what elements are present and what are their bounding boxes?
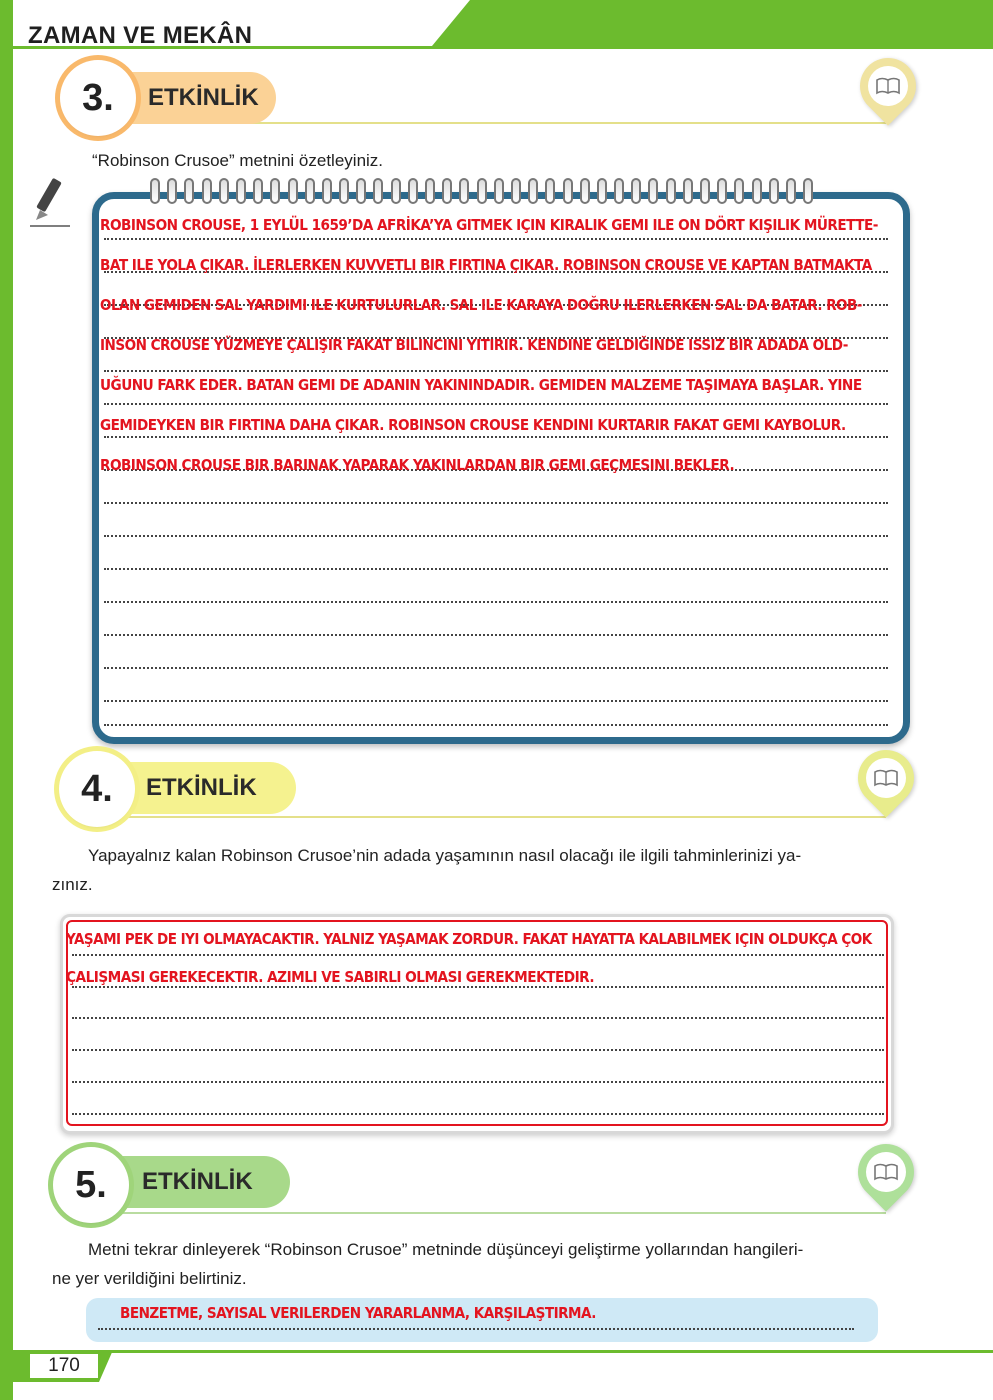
page-number: 170 — [48, 1355, 80, 1376]
activity-3-answer-line: ROBINSON CROUSE, 1 EYLÜL 1659’DA AFRİKA’YA GITMEK IÇIN KIRALIK GEMI ILE ON DÖRT KIŞILIK MÜRETTE- — [100, 216, 878, 234]
book-icon — [866, 1152, 906, 1192]
header-green-tab — [420, 0, 993, 46]
writing-line — [104, 601, 888, 603]
writing-line — [104, 370, 888, 372]
writing-line — [104, 502, 888, 504]
writing-line — [104, 568, 888, 570]
writing-line — [104, 436, 888, 438]
activity-4-answer-frame — [66, 920, 888, 1126]
notebook-spiral — [150, 178, 813, 208]
activity-3-prompt: “Robinson Crusoe” metnini özetleyiniz. — [92, 151, 384, 170]
activity-3-number: 3. — [64, 64, 132, 132]
writing-line — [104, 724, 888, 726]
writing-line — [104, 667, 888, 669]
activity-5-label: ETKİNLİK — [142, 1168, 253, 1195]
chapter-title: ZAMAN VE MEKÂN — [28, 22, 253, 49]
activity-5-answer: BENZETME, SAYISAL VERILERDEN YARARLANMA, KARŞILAŞTIRMA. — [120, 1304, 596, 1322]
activity-4-number: 4. — [63, 755, 131, 823]
activity-3-answer-line: BAT ILE YOLA ÇIKAR. İLERLERKEN KUVVETLI BIR FIRTINA ÇIKAR. ROBINSON CROUSE VE KAPTAN BATMAKTA — [100, 256, 872, 274]
writing-line — [104, 700, 888, 702]
activity-5-rule — [110, 1212, 886, 1214]
activity-3-answer-line: ROBINSON CROUSE BIR BARINAK YAPARAK YAKINLARDAN BIR GEMI GEÇMESINI BEKLER. — [100, 456, 735, 474]
activity-3-label: ETKİNLİK — [148, 84, 259, 111]
left-green-bar — [0, 0, 13, 1400]
activity-4-rule — [110, 816, 886, 818]
book-icon — [868, 66, 908, 106]
activity-3-answer-line: GEMIDEYKEN BIR FIRTINA DAHA ÇIKAR. ROBINSON CROUSE KENDINI KURTARIR FAKAT GEMI KAYBOLUR. — [100, 416, 846, 434]
activity-4-prompt-line-2: zınız. — [52, 875, 93, 894]
writing-line — [72, 1017, 884, 1019]
writing-line — [72, 954, 884, 956]
writing-line — [72, 1081, 884, 1083]
writing-line — [72, 986, 884, 988]
activity-4-label: ETKİNLİK — [146, 774, 257, 801]
activity-3-book-marker — [860, 58, 916, 114]
pencil-icon — [30, 176, 70, 228]
activity-5-prompt-line-2: ne yer verildiğini belirtiniz. — [52, 1269, 247, 1288]
footer-rule — [13, 1350, 993, 1353]
writing-line — [72, 1113, 884, 1115]
book-icon — [866, 758, 906, 798]
writing-line — [104, 403, 888, 405]
writing-line — [104, 535, 888, 537]
activity-4-prompt-line-1: Yapayalnız kalan Robinson Crusoe’nin adada yaşamının nasıl olacağı ile ilgili tahminlerinizi ya- — [88, 846, 802, 865]
writing-line — [104, 238, 888, 240]
activity-4-answer-line: YAŞAMI PEK DE IYI OLMAYACAKTIR. YALNIZ YAŞAMAK ZORDUR. FAKAT HAYATTA KALABILMEK IÇIN OLDUKÇA ÇOK — [66, 930, 872, 948]
activity-5-prompt-line-1: Metni tekrar dinleyerek “Robinson Crusoe” metninde düşünceyi geliştirme yollarından hangileri- — [88, 1240, 804, 1259]
writing-line — [98, 1328, 854, 1330]
activity-3-answer-line: INSON CROUSE YÜZMEYE ÇALIŞIR FAKAT BILINCINI YITIRIR. KENDINE GELDIĞINDE ISSIZ BIR ADADA OLD- — [100, 336, 848, 354]
activity-3-answer-line: UĞUNU FARK EDER. BATAN GEMI DE ADANIN YAKININDADIR. GEMIDEN MALZEME TAŞIMAYA BAŞLAR. YINE — [100, 376, 862, 394]
activity-4-book-marker — [858, 750, 914, 806]
activity-4-answer-line: ÇALIŞMASI GEREKECEKTIR. AZIMLI VE SABIRLI OLMASI GEREKMEKTEDIR. — [66, 968, 595, 986]
activity-5-book-marker — [858, 1144, 914, 1200]
activity-5-number: 5. — [57, 1151, 125, 1219]
writing-line — [72, 1049, 884, 1051]
writing-line — [104, 634, 888, 636]
activity-3-answer-line: OLAN GEMIDEN SAL YARDIMI ILE KURTULURLAR. SAL ILE KARAYA DOĞRU ILERLERKEN SAL DA BATAR. ROB- — [100, 296, 862, 314]
